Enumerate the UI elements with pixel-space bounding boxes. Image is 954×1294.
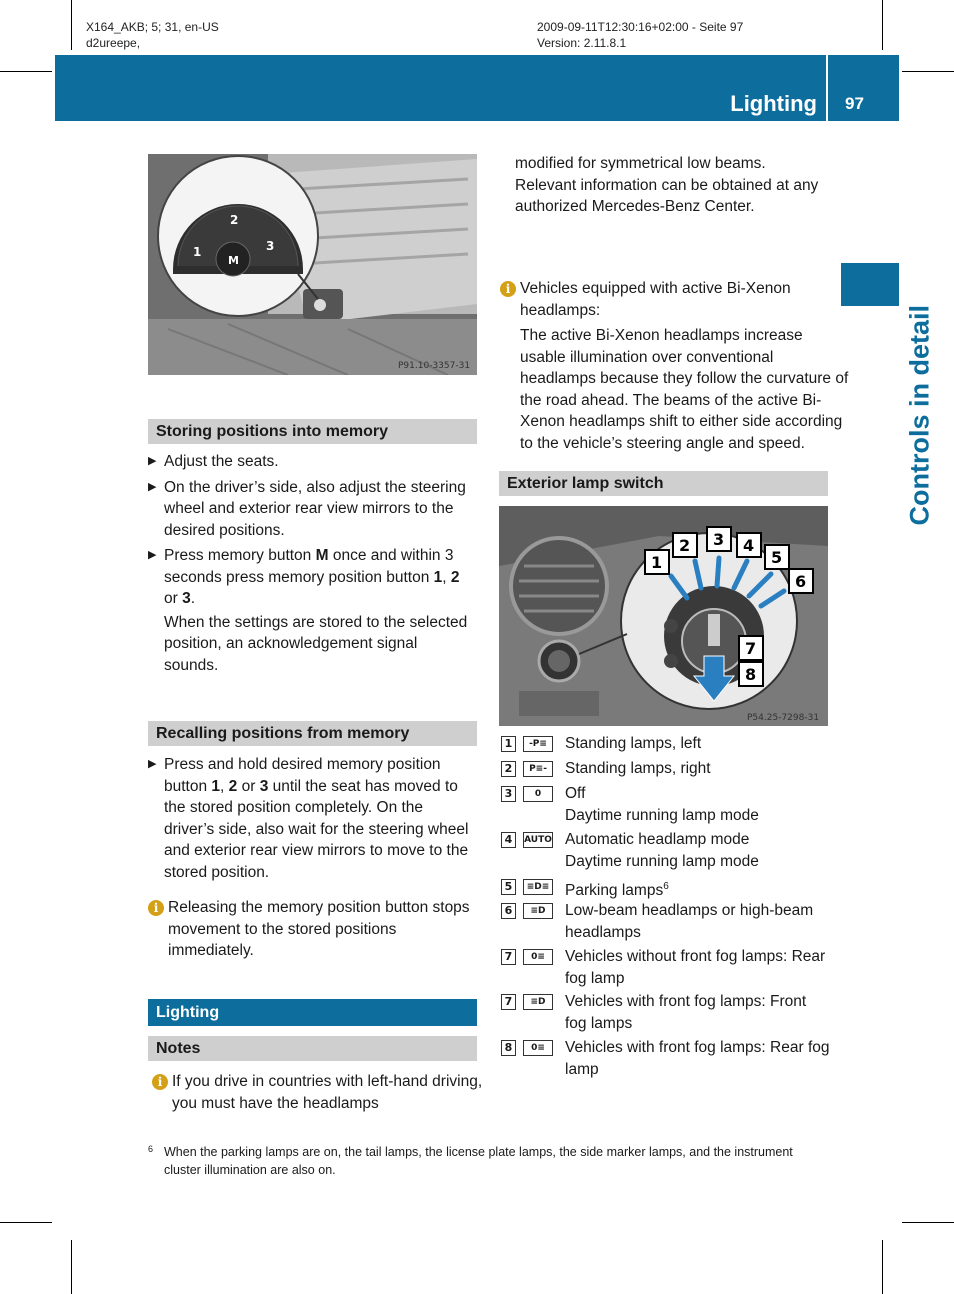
callout-6: 6 xyxy=(795,572,807,591)
section-heading-exterior xyxy=(499,471,828,496)
step-text: until the seat has moved to the stored position completely. On the driver’s side, also wait for the steering wheel and exterior rear view mirrors to move to the stored position. xyxy=(164,777,469,881)
callout-2: 2 xyxy=(679,536,691,555)
list-item xyxy=(148,545,473,610)
recalling-steps xyxy=(148,754,473,962)
legend-item xyxy=(501,783,831,826)
section-heading-text: Notes xyxy=(156,1040,201,1057)
footnote-ref: 6 xyxy=(663,881,669,892)
legend-item xyxy=(501,733,831,755)
step-arrow-icon: ▶ xyxy=(148,549,157,561)
legend-symbol-icon: 0 xyxy=(523,786,553,802)
section-heading-text: Storing positions into memory xyxy=(156,423,389,440)
section-heading-recalling xyxy=(148,721,477,746)
list-item xyxy=(148,451,473,473)
photo-caption: P91.10-3357-31 xyxy=(398,361,471,371)
legend-text: Off xyxy=(565,785,586,802)
info-icon: i xyxy=(500,281,516,297)
legend-symbol-icon: -P≡ xyxy=(523,736,553,752)
step-text: , xyxy=(442,568,451,586)
legend-text: Automatic headlamp mode xyxy=(565,831,750,848)
legend-symbol-icon: ≡D xyxy=(523,903,553,919)
legend-item xyxy=(501,946,831,989)
crop-mark xyxy=(882,1240,883,1294)
step-text-bold: 2 xyxy=(228,777,238,795)
step-text-bold: 3 xyxy=(182,590,191,607)
memory-button-M-label: M xyxy=(228,254,239,267)
list-item xyxy=(148,754,473,883)
info-note xyxy=(500,278,850,454)
info-icon: i xyxy=(152,1074,168,1090)
legend-symbol-icon: P≡- xyxy=(523,761,553,777)
seat-memory-photo xyxy=(148,154,477,375)
legend-item xyxy=(501,900,831,943)
info-note xyxy=(152,1071,493,1114)
callout-1: 1 xyxy=(651,553,663,572)
header-title: Lighting xyxy=(730,91,817,116)
step-arrow-icon: ▶ xyxy=(148,758,157,770)
callout-4: 4 xyxy=(743,536,755,555)
callout-3: 3 xyxy=(713,530,725,549)
info-icon: i xyxy=(148,900,164,916)
info-note xyxy=(148,897,473,962)
info-text: Vehicles equipped with active Bi-Xenon headlamps: xyxy=(520,280,791,319)
info-text: If you drive in countries with left-hand driving, you must have the headlamps xyxy=(172,1073,483,1112)
step-text: or xyxy=(237,777,260,795)
step-result: When the settings are stored to the selected position, an acknowledgement signal sounds. xyxy=(164,613,468,674)
print-meta-left xyxy=(86,19,219,51)
legend-text: Standing lamps, right xyxy=(565,760,711,777)
header-divider xyxy=(826,55,828,121)
step-text: once and within 3 seconds press memory position button xyxy=(164,547,454,586)
step-text-bold: M xyxy=(315,547,329,564)
legend-text: Vehicles with front fog lamps: Front fog lamps xyxy=(565,993,807,1032)
legend-text: Standing lamps, left xyxy=(565,735,702,752)
legend-item xyxy=(501,758,831,780)
legend-item xyxy=(501,1037,831,1080)
legend-text: Low-beam headlamps or high-beam headlamps xyxy=(565,902,814,941)
legend-key: 2 xyxy=(501,761,516,777)
legend-symbol-icon: 0≡ xyxy=(523,1040,553,1056)
legend-text-secondary: Daytime running lamp mode xyxy=(565,806,759,824)
crop-mark xyxy=(882,0,883,50)
side-tab-label: Controls in detail xyxy=(904,304,935,526)
step-text-bold: 1 xyxy=(433,568,443,586)
footnote-number: 6 xyxy=(148,1144,154,1154)
legend-key: 6 xyxy=(501,903,516,919)
continued-text: modified for symmetrical low beams. Relevant information can be obtained at any authorized Mercedes-Benz Center. xyxy=(515,155,819,215)
legend-symbol-icon: 0≡ xyxy=(523,949,553,965)
legend-symbol-icon: ≡D xyxy=(523,994,553,1010)
crop-mark xyxy=(71,0,72,50)
step-text: or xyxy=(164,590,183,607)
crop-mark xyxy=(0,71,52,72)
memory-button-1-label: 1 xyxy=(193,245,202,259)
step-text: Press memory button xyxy=(164,547,316,564)
step-arrow-icon: ▶ xyxy=(148,480,157,493)
section-heading-text: Exterior lamp switch xyxy=(507,475,664,492)
crop-mark xyxy=(71,1240,72,1294)
legend-text: Vehicles without front fog lamps: Rear fog lamp xyxy=(565,948,826,987)
print-meta-line: d2ureepe, xyxy=(86,36,141,50)
print-meta-right xyxy=(537,19,743,51)
step-arrow-icon: ▶ xyxy=(148,455,157,467)
step-text: . xyxy=(190,590,196,607)
page-number: 97 xyxy=(845,94,864,113)
legend-key: 8 xyxy=(501,1040,516,1056)
legend-text-main: Parking lamps xyxy=(565,882,664,900)
list-item xyxy=(148,477,473,542)
section-heading-notes xyxy=(148,1036,477,1061)
step-text-bold: 1 xyxy=(211,777,221,795)
legend-text: Vehicles with front fog lamps: Rear fog lamp xyxy=(565,1039,830,1078)
legend-text xyxy=(565,876,831,902)
memory-button-3-label: 3 xyxy=(266,239,275,253)
legend-key: 4 xyxy=(501,832,516,848)
crop-mark xyxy=(902,71,954,72)
crop-mark xyxy=(0,1222,52,1223)
callout-7: 7 xyxy=(745,639,757,658)
legend-key: 7 xyxy=(501,949,516,965)
print-meta-line: X164_AKB; 5; 31, en-US xyxy=(86,20,219,34)
legend-item xyxy=(501,829,831,872)
info-body: The active Bi-Xenon headlamps increase usable illumination over conventional headlamps because they follow the curvature of the road ahead. The beams of the active Bi-Xenon headlamps shift to either side according to the vehicle’s steering angle and speed. xyxy=(520,327,849,452)
lamp-switch-photo xyxy=(499,506,828,726)
legend-key: 7 xyxy=(501,994,516,1010)
legend-symbol-icon: AUTO xyxy=(523,832,553,848)
section-heading-text: Lighting xyxy=(156,1004,220,1021)
print-meta-line: Version: 2.11.8.1 xyxy=(537,36,627,50)
print-meta-line: 2009-09-11T12:30:16+02:00 - Seite 97 xyxy=(537,20,744,34)
section-heading-lighting xyxy=(148,999,477,1026)
footnote-text: When the parking lamps are on, the tail lamps, the license plate lamps, the side marker lamps, and the instrument cluster illumination are also on. xyxy=(164,1145,793,1177)
footnote xyxy=(148,1143,828,1179)
photo-caption: P54.25-7298-31 xyxy=(747,713,820,723)
step-text: , xyxy=(220,777,229,795)
legend-key: 5 xyxy=(501,879,516,895)
step-text: Adjust the seats. xyxy=(164,453,279,470)
storing-steps xyxy=(148,451,473,676)
legend-key: 3 xyxy=(501,786,516,802)
legend-symbol-icon: ≡D≡ xyxy=(523,879,553,895)
section-heading-storing xyxy=(148,419,477,444)
legend-item xyxy=(501,991,831,1034)
seat-memory-illustration xyxy=(148,154,477,375)
memory-button-2-label: 2 xyxy=(230,213,239,227)
crop-mark xyxy=(902,1222,954,1223)
step-text-bold: 3 xyxy=(259,777,269,795)
legend-key: 1 xyxy=(501,736,516,752)
step-text: Press and hold desired memory position button xyxy=(164,756,441,795)
callout-8: 8 xyxy=(745,665,757,684)
step-text: On the driver’s side, also adjust the steering wheel and exterior rear view mirrors to the desired positions. xyxy=(164,478,466,539)
callout-5: 5 xyxy=(771,548,783,567)
section-heading-text: Recalling positions from memory xyxy=(156,725,410,742)
lamp-switch-illustration xyxy=(499,506,828,726)
step-text-bold: 2 xyxy=(450,568,460,586)
legend-item xyxy=(501,876,831,902)
legend-text-secondary: Daytime running lamp mode xyxy=(565,852,759,870)
info-text: Releasing the memory position button stops movement to the stored positions immediately. xyxy=(168,899,470,959)
